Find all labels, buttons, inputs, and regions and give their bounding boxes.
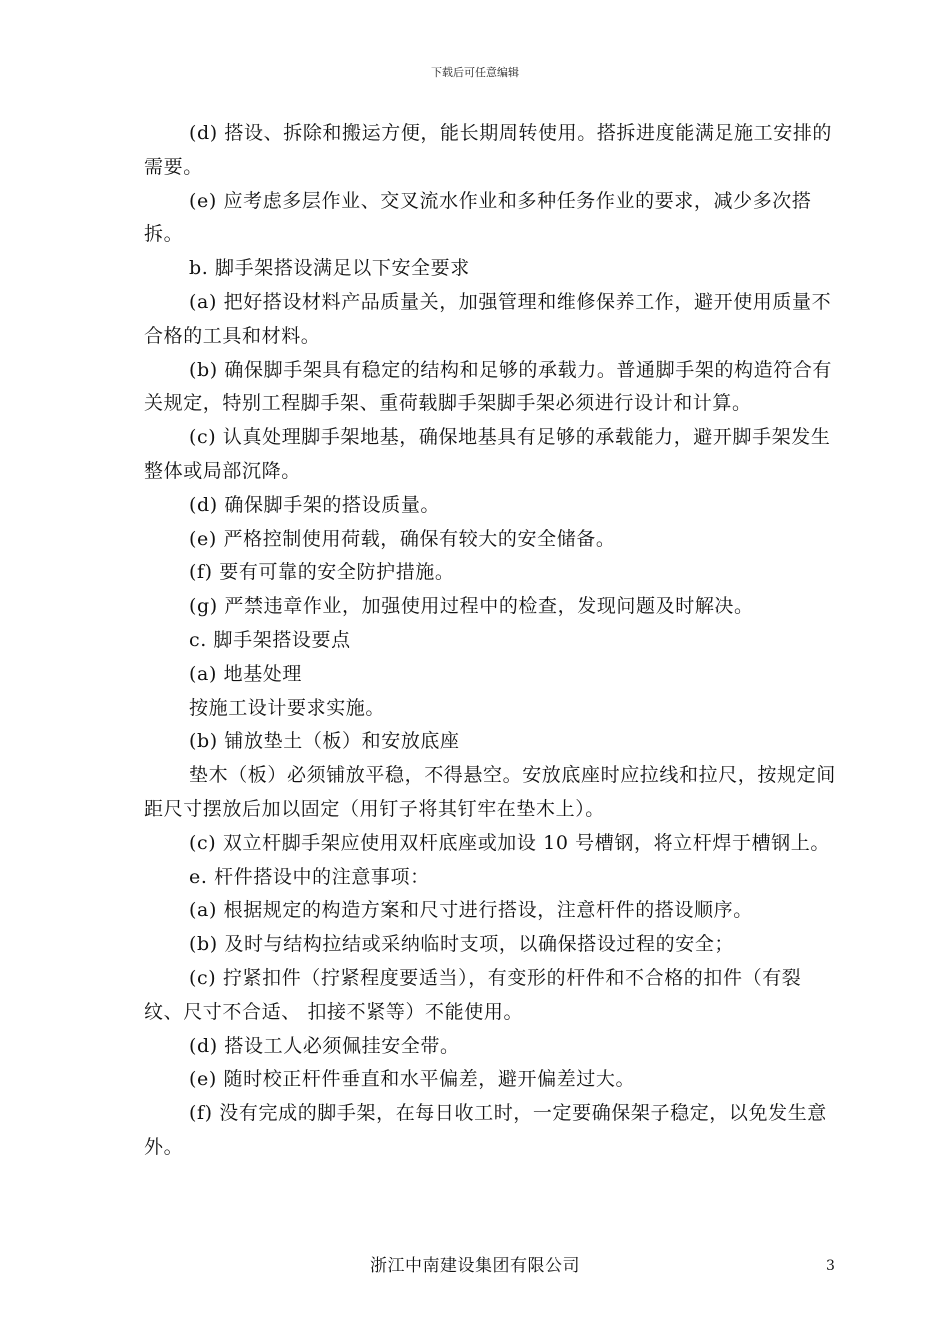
page-footer — [0, 1254, 950, 1278]
paragraph: (c) 双立杆脚手架应使用双杆底座或加设 10 号槽钢，将立杆焊于槽钢上。 — [189, 831, 830, 854]
paragraph: (c) 拧紧扣件（拧紧程度要适当），有变形的杆件和不合格的扣件（有裂纹、尺寸不合适、 扣接不紧等）不能使用。 — [144, 966, 802, 1023]
paragraph: (d) 确保脚手架的搭设质量。 — [189, 493, 441, 516]
paragraph: 垫木（板）必须铺放平稳，不得悬空。安放底座时应拉线和拉尺，按规定间距尺寸摆放后加以固定（用钉子将其钉牢在垫木上）。 — [144, 764, 836, 820]
section-heading-e: e. 杆件搭设中的注意事项： — [189, 865, 430, 888]
page-header-note: 下载后可任意编辑 — [431, 66, 519, 79]
section-heading-b: b. 脚手架搭设满足以下安全要求 — [189, 257, 470, 280]
section-heading-c: c. 脚手架搭设要点 — [189, 628, 351, 651]
paragraph: (a) 根据规定的构造方案和尺寸进行搭设，注意杆件的搭设顺序。 — [189, 899, 753, 922]
document-body — [144, 117, 840, 1165]
page-number: 3 — [826, 1258, 835, 1274]
paragraph: (f) 没有完成的脚手架，在每日收工时，一定要确保架子稳定，以免发生意外。 — [144, 1102, 827, 1158]
paragraph: (e) 严格控制使用荷载，确保有较大的安全储备。 — [189, 527, 616, 550]
footer-company-name: 浙江中南建设集团有限公司 — [370, 1256, 580, 1276]
paragraph: (f) 要有可靠的安全防护措施。 — [189, 561, 455, 584]
paragraph: (d) 搭设工人必须佩挂安全带。 — [189, 1034, 460, 1057]
paragraph: (b) 铺放垫土（板）和安放底座 — [189, 730, 460, 753]
paragraph: 按施工设计要求实施。 — [189, 696, 386, 719]
paragraph: (d) 搭设、拆除和搬运方便，能长期周转使用。搭拆进度能满足施工安排的需要。 — [144, 122, 833, 178]
paragraph: (e) 随时校正杆件垂直和水平偏差，避开偏差过大。 — [189, 1068, 636, 1091]
paragraph: (b) 及时与结构拉结或采纳临时支项，以确保搭设过程的安全； — [189, 933, 735, 956]
paragraph: (a) 地基处理 — [189, 662, 302, 685]
paragraph: (c) 认真处理脚手架地基，确保地基具有足够的承载能力，避开脚手架发生整体或局部沉降。 — [144, 426, 831, 482]
paragraph: (g) 严禁违章作业，加强使用过程中的检查，发现问题及时解决。 — [189, 595, 754, 618]
paragraph: (a) 把好搭设材料产品质量关，加强管理和维修保养工作，避开使用质量不合格的工具和材料。 — [144, 290, 832, 347]
paragraph: (e) 应考虑多层作业、交叉流水作业和多种任务作业的要求，减少多次搭拆。 — [144, 189, 812, 246]
paragraph: (b) 确保脚手架具有稳定的结构和足够的承载力。普通脚手架的构造符合有关规定，特别工程脚手架、重荷载脚手架脚手架必须进行设计和计算。 — [144, 358, 833, 415]
